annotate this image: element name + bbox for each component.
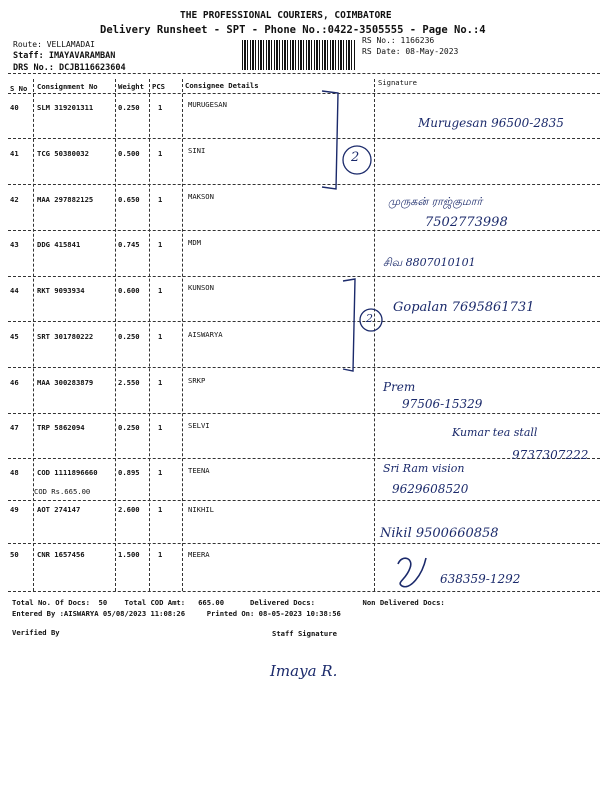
col-weight: Weight — [118, 82, 144, 91]
handwritten-name: Sri Ram vision — [383, 462, 465, 475]
row-pcs: 1 — [158, 149, 163, 158]
row-consignment: RKT 9093934 — [37, 286, 85, 295]
row-consignment: SRT 301780222 — [37, 332, 94, 341]
row-consignment: CNR 1657456 — [37, 550, 85, 559]
row-pcs: 1 — [158, 332, 163, 341]
handwritten-group-count: 2 — [351, 150, 360, 165]
handwritten-signature: Murugesan 96500-2835 — [418, 116, 564, 130]
staff-signature-label: Staff Signature — [272, 629, 337, 638]
row-consignee: MAKSON — [188, 192, 214, 201]
row-pcs: 1 — [158, 505, 163, 514]
row-weight: 2.550 — [118, 378, 140, 387]
row-weight: 0.895 — [118, 468, 140, 477]
col-separator — [33, 79, 34, 591]
handwritten-scribble — [392, 552, 432, 592]
table-bottom-border — [8, 591, 600, 592]
col-consignment: Consignment No — [37, 82, 98, 91]
verified-by-label: Verified By — [12, 628, 60, 637]
row-weight: 0.745 — [118, 240, 140, 249]
row-weight: 0.250 — [118, 423, 140, 432]
barcode — [242, 40, 356, 70]
row-consignment: DDG 415841 — [37, 240, 81, 249]
row-consignment: COD 1111896660 — [37, 468, 98, 477]
handwritten-phone: 9737307222 — [512, 448, 589, 462]
row-sno: 43 — [10, 240, 19, 249]
row-consignee: MEERA — [188, 550, 210, 559]
handwritten-signature: முருகன் ராஜ்குமார் — [388, 195, 483, 208]
table-top-border — [8, 73, 600, 74]
route: Route: VELLAMADAI — [13, 40, 95, 49]
row-consignee: SELVI — [188, 421, 210, 430]
col-signature: Signature — [378, 78, 417, 87]
row-weight: 2.600 — [118, 505, 140, 514]
row-weight: 0.500 — [118, 149, 140, 158]
row-pcs: 1 — [158, 286, 163, 295]
row-consignee: SRKP — [188, 376, 206, 385]
row-divider — [8, 413, 600, 414]
row-sno: 41 — [10, 149, 19, 158]
row-divider — [8, 321, 600, 322]
col-sno: S No — [10, 84, 28, 93]
row-divider — [8, 276, 600, 277]
col-pcs: PCS — [152, 82, 165, 91]
footer-entered-by: Entered By :AISWARYA 05/08/2023 11:08:26 Printed On: 08-05-2023 10:38:56 — [12, 609, 341, 618]
handwritten-phone: 9629608520 — [392, 482, 469, 496]
row-divider — [8, 230, 600, 231]
row-consignee: KUNSON — [188, 283, 214, 292]
staff-handwritten-signature: Imaya R. — [270, 662, 338, 680]
row-consignment: TCG 50380032 — [37, 149, 89, 158]
runsheet-title: Delivery Runsheet - SPT - Phone No.:0422-3505555 - Page No.:4 — [100, 24, 486, 36]
company-name: THE PROFESSIONAL COURIERS, COIMBATORE — [180, 10, 392, 21]
col-separator — [149, 79, 150, 591]
row-pcs: 1 — [158, 240, 163, 249]
handwritten-group-count: 2 — [366, 312, 373, 325]
row-pcs: 1 — [158, 468, 163, 477]
rs-number: RS No.: 1166236 — [362, 36, 435, 45]
row-consignee: NIKHIL — [188, 505, 214, 514]
row-pcs: 1 — [158, 550, 163, 559]
row-divider — [8, 367, 600, 368]
row-weight: 0.600 — [118, 286, 140, 295]
row-sno: 49 — [10, 505, 19, 514]
row-consignee: MDM — [188, 238, 201, 247]
footer-totals: Total No. Of Docs: 50 Total COD Amt: 665.00 Delivered Docs: Non Delivered Docs: — [12, 598, 445, 607]
handwritten-signature: சிவ 8807010101 — [383, 256, 476, 269]
drs-number: DRS No.: DCJB116623604 — [13, 63, 126, 73]
col-separator — [115, 79, 116, 591]
row-pcs: 1 — [158, 195, 163, 204]
staff: Staff: IMAYAVARAMBAN — [13, 51, 116, 61]
handwritten-name: Prem — [383, 380, 416, 394]
handwritten-signature: 638359-1292 — [440, 572, 521, 586]
row-sno: 50 — [10, 550, 19, 559]
row-sno: 44 — [10, 286, 19, 295]
col-consignee: Consignee Details — [185, 81, 259, 90]
row-consignee: SINI — [188, 146, 206, 155]
row-pcs: 1 — [158, 103, 163, 112]
handwritten-signature: Nikil 9500660858 — [380, 526, 499, 541]
row-sno: 42 — [10, 195, 19, 204]
row-weight: 0.250 — [118, 332, 140, 341]
row-consignment: TRP 5862094 — [37, 423, 85, 432]
row-divider — [8, 500, 600, 501]
row-divider — [8, 543, 600, 544]
handwritten-phone: 97506-15329 — [402, 397, 483, 411]
row-sno: 40 — [10, 103, 19, 112]
row-consignee: AISWARYA — [188, 330, 223, 339]
row-sno: 48 — [10, 468, 19, 477]
handwritten-bracket — [300, 85, 380, 195]
row-consignment: MAA 297882125 — [37, 195, 94, 204]
col-separator — [182, 79, 183, 591]
row-weight: 0.650 — [118, 195, 140, 204]
row-pcs: 1 — [158, 378, 163, 387]
row-sno: 47 — [10, 423, 19, 432]
row-consignment: MAA 300283879 — [37, 378, 94, 387]
row-sno: 45 — [10, 332, 19, 341]
row-consignee: MURUGESAN — [188, 100, 227, 109]
row-weight: 0.250 — [118, 103, 140, 112]
handwritten-signature: Gopalan 7695861731 — [393, 300, 535, 315]
row-consignment: AOT 274147 — [37, 505, 81, 514]
row-sno: 46 — [10, 378, 19, 387]
handwritten-name: Kumar tea stall — [452, 426, 538, 439]
row-consignment: SLM 319201311 — [37, 103, 94, 112]
row-pcs: 1 — [158, 423, 163, 432]
row-consignee: TEENA — [188, 466, 210, 475]
handwritten-phone: 7502773998 — [425, 215, 508, 230]
row-cod-amount: COD Rs.665.00 — [34, 487, 91, 496]
rs-date: RS Date: 08-May-2023 — [362, 47, 459, 56]
row-weight: 1.500 — [118, 550, 140, 559]
